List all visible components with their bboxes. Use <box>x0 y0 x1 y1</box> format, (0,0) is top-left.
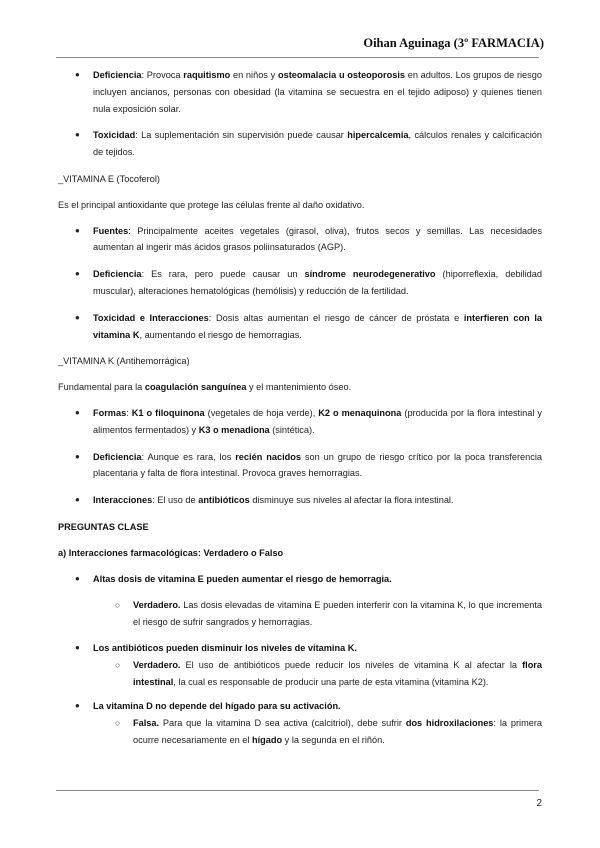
bullet-icon: ● <box>75 70 80 79</box>
vite-deficiencia-item <box>58 266 542 300</box>
answer-text: Las dosis elevadas de vitamina E pueden interferir con la vitamina K, lo que incrementa el riesgo de sufrir sangrados y hemorragias. <box>133 600 542 628</box>
bullet-icon: ● <box>75 407 80 417</box>
question-2 <box>58 640 542 657</box>
question-text: Los antibióticos pueden disminuir los niveles de vitamina K. <box>93 642 357 653</box>
circle-bullet-icon: ○ <box>115 659 121 670</box>
bold-term: interfieren con la vitamina K <box>93 312 542 340</box>
text: : Provoca <box>141 70 184 80</box>
text: Fundamental para la <box>58 382 145 393</box>
document-body <box>58 62 542 749</box>
answer-label: Falsa. <box>133 718 160 729</box>
text: , aumentando el riesgo de hemorragias. <box>139 329 302 340</box>
bold-term: flora intestinal <box>133 659 542 687</box>
vitd-toxicidad-item <box>58 127 542 161</box>
bullet-icon: ● <box>75 573 80 583</box>
text: : Es rara, pero puede causar un <box>141 269 305 280</box>
question-text: La vitamina D no depende del hígado para su activación. <box>93 701 341 712</box>
page-number: 2 <box>536 798 542 809</box>
preguntas-heading <box>58 519 542 536</box>
bold-term: recién nacidos <box>235 451 301 462</box>
vite-heading: _VITAMINA E (Tocoferol) <box>58 173 160 184</box>
heading-text: PREGUNTAS CLASE <box>58 521 149 532</box>
label: Interacciones <box>93 495 153 506</box>
bold-term: hipercalcemia <box>347 130 409 141</box>
bullet-icon: ● <box>75 312 80 322</box>
circle-bullet-icon: ○ <box>115 600 121 611</box>
bold-term: síndrome neurodegenerativo <box>304 269 436 280</box>
bullet-icon: ● <box>75 642 80 652</box>
answer-label: Verdadero. <box>133 659 181 670</box>
bold-term: K3 o menadiona <box>198 424 270 435</box>
bold-term: coagulación sanguínea <box>144 382 247 393</box>
text: El uso de antibióticos puede reducir los niveles de vitamina K al afectar la <box>180 659 523 670</box>
preguntas-subheading <box>58 545 542 562</box>
bold-term: osteomalacia u osteoporosis <box>277 70 405 80</box>
bold-term: dos hidroxilaciones <box>405 718 494 729</box>
text: disminuye sus niveles al afectar la flora intestinal. <box>249 495 454 506</box>
question-text: Altas dosis de vitamina E pueden aumentar el riesgo de hemorragia. <box>93 573 392 584</box>
text: en niños y <box>230 70 278 80</box>
text: : la primera ocurre necesariamente en el <box>133 718 542 745</box>
text: : Dosis altas aumentan el riesgo de cáncer de próstata e <box>208 312 464 323</box>
label: Deficiencia <box>93 451 142 462</box>
vite-intro: Es el principal antioxidante que protege las células frente al daño oxidativo. <box>58 199 365 210</box>
bold-term: antibióticos <box>198 495 250 506</box>
text: en adultos. Los grupos de riesgo incluyen ancianos, personas con obesidad (la vitamina se secuestra en el tejido adiposo) y quienes tienen nula exposición solar. <box>93 70 542 114</box>
bullet-icon: ● <box>75 701 80 711</box>
question-1 <box>58 571 542 588</box>
text: : La suplementación sin supervisión puede causar <box>135 130 348 141</box>
text: Para que la vitamina D sea activa (calcitriol), debe sufrir <box>159 718 406 729</box>
answer-2 <box>58 657 542 691</box>
bold-term: hígado <box>252 734 283 745</box>
text: son un grupo de riesgo crítico por la poca transferencia placentaria y falta de flora intestinal. Provoca graves hemorragias. <box>93 451 542 479</box>
text: y la segunda en el riñón. <box>282 734 385 745</box>
bullet-icon: ● <box>75 269 80 279</box>
label: Toxicidad e Interacciones <box>93 312 209 323</box>
text: : El uso de <box>152 495 199 506</box>
bullet-icon: ● <box>75 495 80 505</box>
vitk-interacciones-item <box>58 492 542 509</box>
text: y el mantenimiento óseo. <box>246 382 352 393</box>
text: : Principalmente aceites vegetales (girasol, oliva), frutos secos y semillas. Las necesidades aumentan al ingerir más ácidos grasos poliinsaturados (AGP). <box>93 225 542 253</box>
bullet-icon: ● <box>75 225 80 235</box>
text: , la cual es responsable de producir una parte de esta vitamina (vitamina K2). <box>173 676 489 687</box>
answer-1 <box>58 597 542 631</box>
circle-bullet-icon: ○ <box>115 718 121 729</box>
bullet-icon: ● <box>75 451 80 461</box>
bold-term: raquitismo <box>183 70 231 80</box>
vitk-intro <box>58 379 542 396</box>
text: (vegetales de hoja verde), <box>204 407 319 418</box>
label: Formas <box>93 407 127 418</box>
page-header-author: Oihan Aguinaga (3º FARMACIA) <box>363 36 544 50</box>
text: (sintética). <box>269 424 315 435</box>
text: (hiporreflexia, debilidad muscular), alteraciones hematológicas (hemólisis) y reducción de la fertilidad. <box>93 269 543 296</box>
question-3 <box>58 698 542 715</box>
label: Fuentes <box>93 225 129 236</box>
vite-fuentes-item <box>58 223 542 257</box>
footer-divider <box>56 790 539 791</box>
text: , cálculos renales y calcificación de tejidos. <box>93 130 542 158</box>
text: : <box>126 407 132 418</box>
text: (producida por la flora intestinal y alimentos fermentados) y <box>93 407 542 435</box>
label: Deficiencia <box>93 269 142 280</box>
vitk-formas-item <box>58 405 542 439</box>
bold-term: K2 o menaquinona <box>318 407 402 418</box>
answer-3 <box>58 715 542 749</box>
vitd-deficiencia-item <box>58 67 542 117</box>
answer-label: Verdadero. <box>133 600 181 611</box>
label: Deficiencia <box>93 70 142 80</box>
label: Toxicidad <box>93 130 136 141</box>
vitk-heading: _VITAMINA K (Antihemorrágica) <box>58 356 190 367</box>
bullet-icon: ● <box>75 130 80 140</box>
bold-term: K1 o filoquinona <box>131 407 205 418</box>
text: : Aunque es rara, los <box>141 451 236 462</box>
vitk-deficiencia-item <box>58 449 542 483</box>
header-divider <box>56 57 539 58</box>
subheading-text: a) Interacciones farmacológicas: Verdadero o Falso <box>58 547 284 558</box>
vite-toxicidad-item <box>58 310 542 344</box>
